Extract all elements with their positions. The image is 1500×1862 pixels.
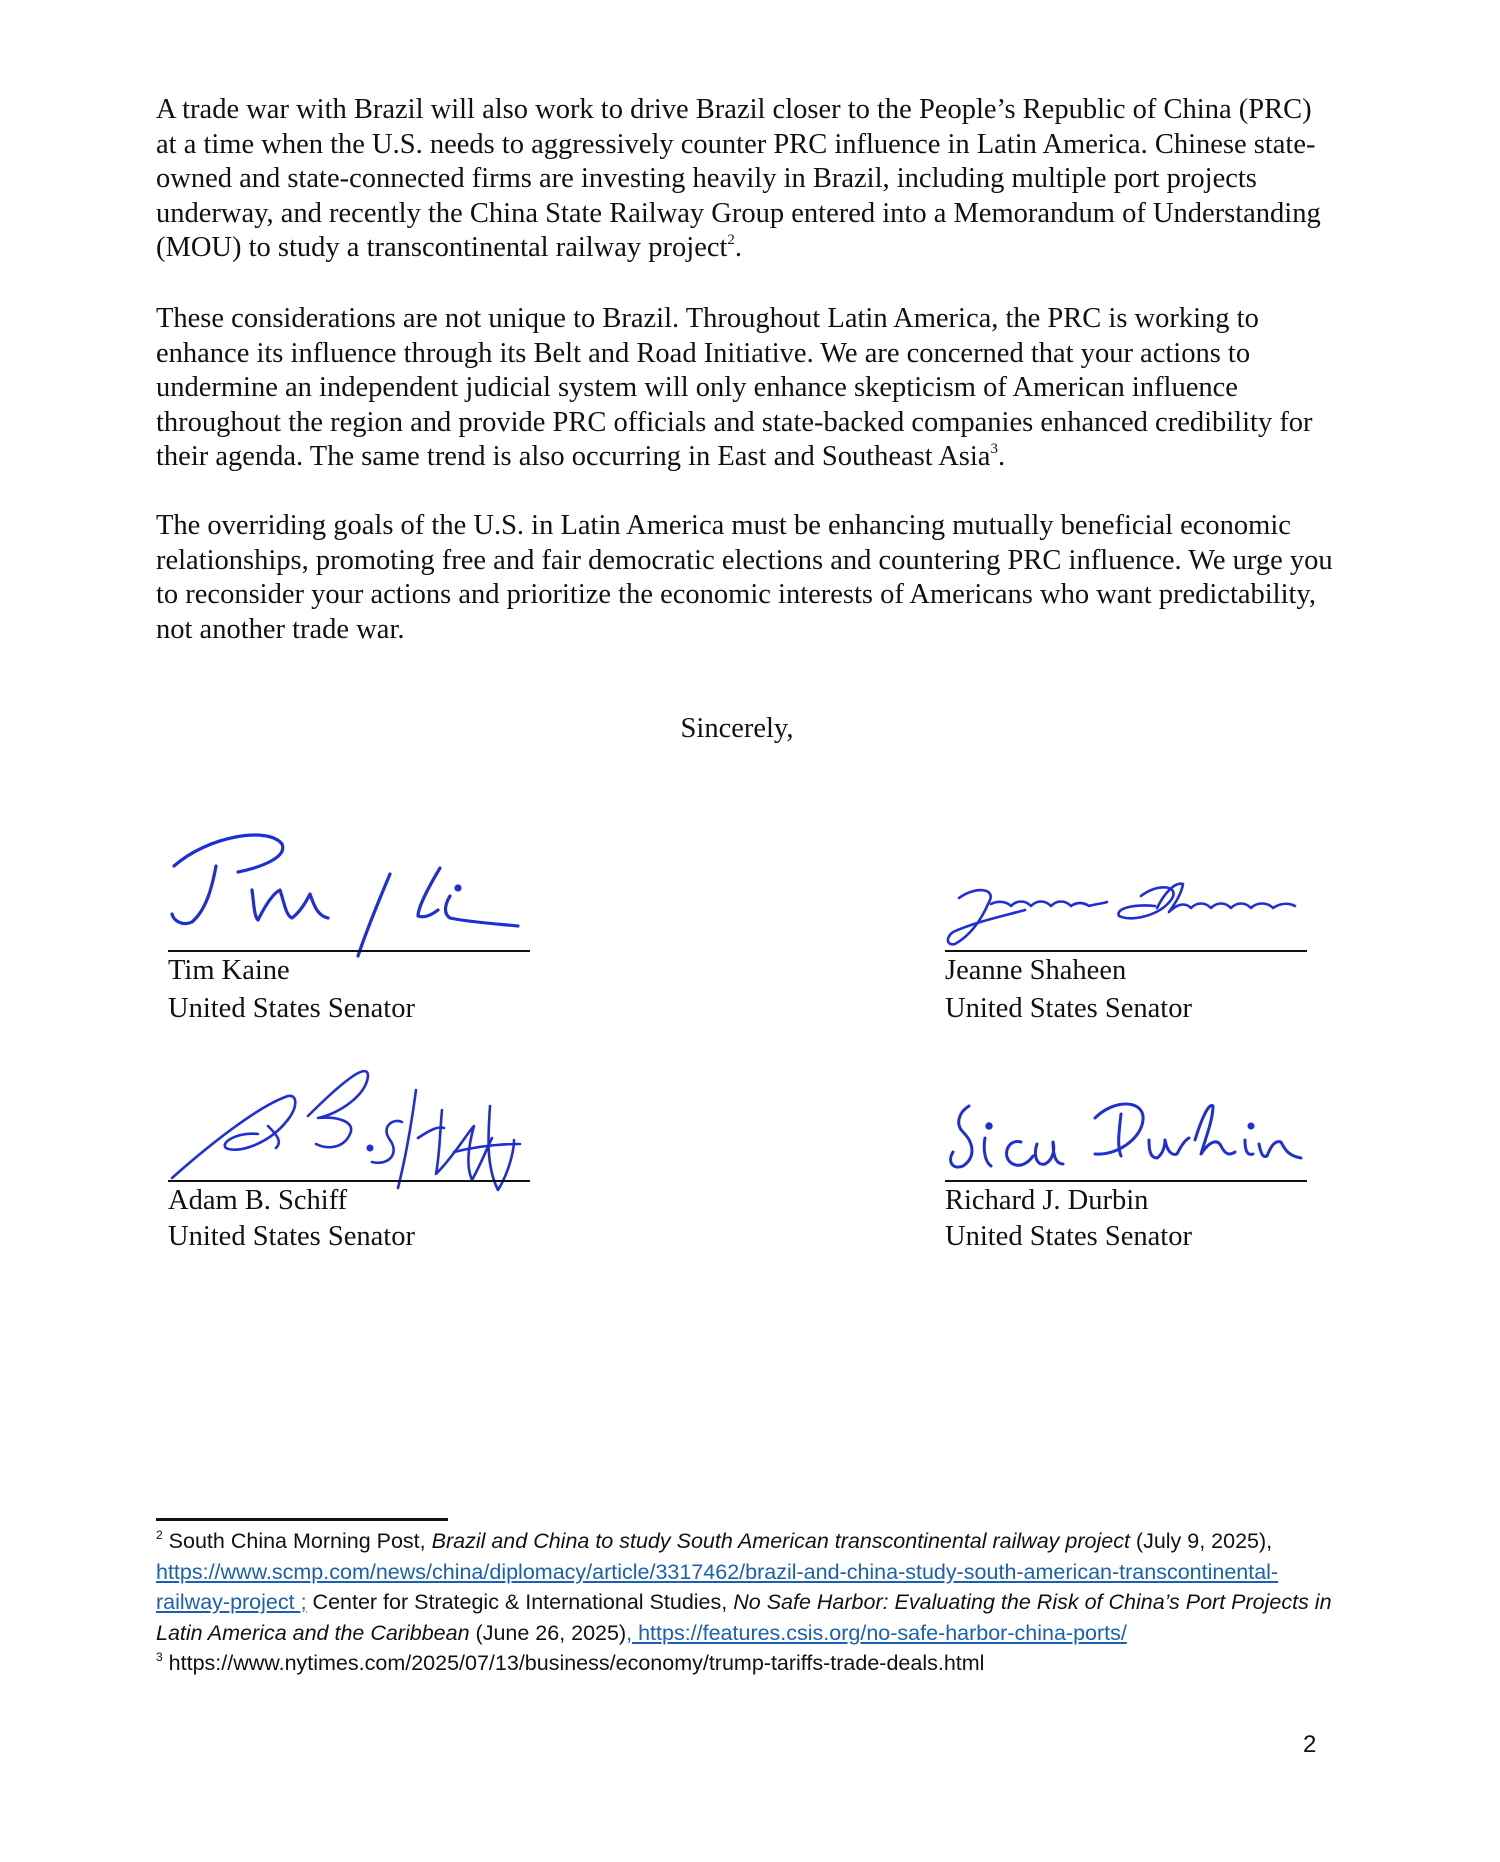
footnote-3: $^3$ https://www.nytimes.com/2025/07/13/business/economy/trump-tariffs-trade-deals.html — [156, 1650, 985, 1675]
signatory-title: United States Senator — [168, 993, 415, 1024]
footnote-link-separator[interactable]: ; — [294, 1590, 307, 1614]
signatory-title: United States Senator — [945, 993, 1192, 1024]
footnote-link-csis[interactable]: , https://features.csis.org/no-safe-harbor-china-ports/ — [626, 1620, 1127, 1645]
paragraph-overriding-goals: The overriding goals of the U.S. in Latin America must be enhancing mutually beneficial economic relationships, promoting free and fair democratic elections and countering PRC influence. We urge you to reconsider your actions and prioritize the economic interests of Americans who want predictability, not another trade war. — [156, 510, 1333, 645]
footnote-2: $^2$ South China Morning Post, Brazil and China to study South American transcontinental railway project (July 9, 2025), https://www.scmp.com/news/china/diplomacy/article/3317462/brazil-and-china-study-south-american-transcontinental-railway-project ; Center for Strategic & International Studies, No Safe Harbor: Evaluating the Risk of China’s Port Projects in Latin America and the Caribbean (June 26, 2025), https://features.csis.org/no-safe-harbor-china-ports/ — [156, 1528, 1332, 1645]
signatory-name: Tim Kaine — [168, 955, 290, 986]
signatory-name: Jeanne Shaheen — [945, 955, 1127, 986]
footnote-ref-3[interactable]: 3 — [990, 441, 998, 457]
paragraph-trade-war: A trade war with Brazil will also work to drive Brazil closer to the People’s Republic of China (PRC) at a time when the U.S. needs to aggressively counter PRC influence in Latin America. Chinese state-owned and state-connected firms are investing heavily in Brazil, including multiple port projects underway, and recently the China State Railway Group entered into a Memorandum of Understanding (MOU) to study a transcontinental railway project$^2$. — [156, 94, 1321, 263]
paragraph-considerations: These considerations are not unique to Brazil. Throughout Latin America, the PRC is working to enhance its influence through its Belt and Road Initiative. We are concerned that your actions to undermine an independent judicial system will only enhance skepticism of American influence throughout the region and provide PRC officials and state-backed companies enhanced credibility for their agenda. The same trend is also occurring in East and Southeast Asia$^3$. — [156, 303, 1313, 472]
signature-durbin-image — [945, 1096, 1315, 1186]
footnotes — [156, 1526, 1346, 1679]
closing: Sincerely, — [680, 713, 794, 744]
signature-kaine-image — [168, 828, 538, 958]
signature-line — [168, 950, 530, 952]
signature-line — [945, 1180, 1307, 1182]
signatory-title: United States Senator — [945, 1221, 1192, 1252]
footnote-ref-2[interactable]: 2 — [727, 232, 735, 248]
signature-block-shaheen — [945, 828, 1325, 1028]
signature-block-kaine — [168, 828, 548, 1028]
signature-block-durbin — [945, 1056, 1325, 1256]
footnote-separator — [156, 1518, 448, 1521]
page-number: 2 — [1303, 1731, 1317, 1758]
signature-line — [945, 950, 1307, 952]
signature-block-schiff — [168, 1056, 548, 1256]
signatory-title: United States Senator — [168, 1221, 415, 1252]
signatory-name: Adam B. Schiff — [168, 1185, 348, 1216]
signatory-name: Richard J. Durbin — [945, 1185, 1149, 1216]
signature-shaheen-image — [945, 878, 1305, 950]
signature-line — [168, 1180, 530, 1182]
footnote-link-scmp[interactable]: https://www.scmp.com/news/china/diplomacy/article/3317462/brazil-and-china-study-south-american-transcontinental-railway-project — [156, 1559, 1279, 1614]
